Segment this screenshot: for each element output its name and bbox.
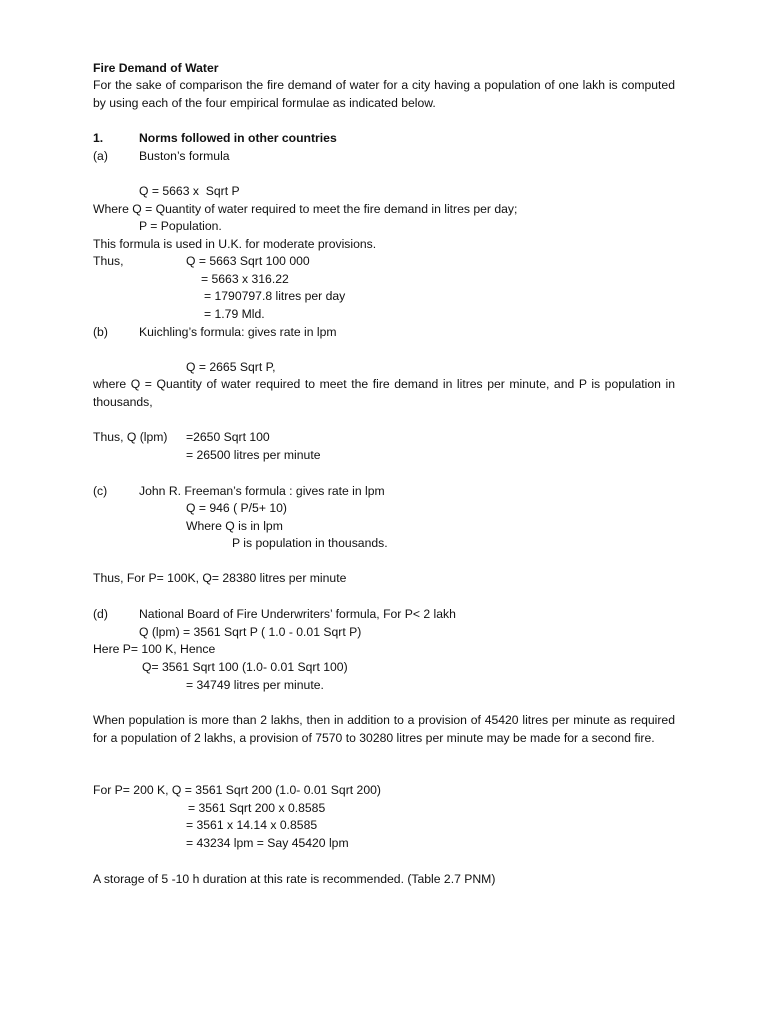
item-d-calc-1: Q= 3561 Sqrt 100 (1.0- 0.01 Sqrt 100) [142,660,348,674]
item-a-note: This formula is used in U.K. for moderate provisions. [93,237,377,251]
item-b-thus: Thus, Q (lpm) [93,430,168,444]
item-b-formula: Q = 2665 Sqrt P, [186,360,276,374]
item-b-calc-2: = 26500 litres per minute [186,448,321,462]
item-d-label: (d) [93,607,108,621]
item-b-name: Kuichling’s formula: gives rate in lpm [139,325,337,339]
item-a-calc-2: = 5663 x 316.22 [201,272,289,286]
item-d-formula: Q (lpm) = 3561 Sqrt P ( 1.0 - 0.01 Sqrt P) [139,625,362,639]
item-c-name: John R. Freeman’s formula : gives rate in lpm [139,484,385,498]
item-a-label: (a) [93,149,108,163]
intro-paragraph: For the sake of comparison the fire demand of water for a city having a population of one lakh is computed by using each of the four empirical formulae as indicated below. [93,78,675,110]
item-c-formula: Q = 946 ( P/5+ 10) [186,501,287,515]
item-a-calc-4: = 1.79 Mld. [204,307,265,321]
second-fire-paragraph: When population is more than 2 lakhs, then in addition to a provision of 45420 litres per minute as required for a population of 2 lakhs, a provision of 7570 to 30280 litres per minute may be made for a second fire. [93,713,675,745]
p200-line-1: For P= 200 K, Q = 3561 Sqrt 200 (1.0- 0.01 Sqrt 200) [93,783,381,797]
item-a-name: Buston’s formula [139,149,230,163]
section-heading: Norms followed in other countries [139,131,337,145]
p200-line-3: = 3561 x 14.14 x 0.8585 [186,818,318,832]
page-title: Fire Demand of Water [93,61,219,75]
item-d-calc-2: = 34749 litres per minute. [186,678,324,692]
p200-line-4: = 43234 lpm = Say 45420 lpm [186,836,349,850]
item-b-calc-1: =2650 Sqrt 100 [186,430,270,444]
item-a-where-1: Where Q = Quantity of water required to meet the fire demand in litres per day; [93,202,518,216]
item-a-thus: Thus, [93,254,124,268]
item-b-label: (b) [93,325,108,339]
item-c-label: (c) [93,484,108,498]
item-a-calc-3: = 1790797.8 litres per day [204,289,346,303]
item-a-formula: Q = 5663 x Sqrt P [139,184,240,198]
p200-line-2: = 3561 Sqrt 200 x 0.8585 [188,801,326,815]
item-c-where-2: P is population in thousands. [232,536,388,550]
item-d-here: Here P= 100 K, Hence [93,642,216,656]
section-number: 1. [93,131,104,145]
item-d-name: National Board of Fire Underwriters’ formula, For P< 2 lakh [139,607,456,621]
item-c-result: Thus, For P= 100K, Q= 28380 litres per minute [93,571,347,585]
item-a-where-2: P = Population. [139,219,222,233]
item-c-where-1: Where Q is in lpm [186,519,283,533]
item-b-where: where Q = Quantity of water required to meet the fire demand in litres per minute, and P is population in thousands, [93,377,675,409]
storage-note: A storage of 5 -10 h duration at this rate is recommended. (Table 2.7 PNM) [93,872,496,886]
item-a-calc-1: Q = 5663 Sqrt 100 000 [186,254,310,268]
